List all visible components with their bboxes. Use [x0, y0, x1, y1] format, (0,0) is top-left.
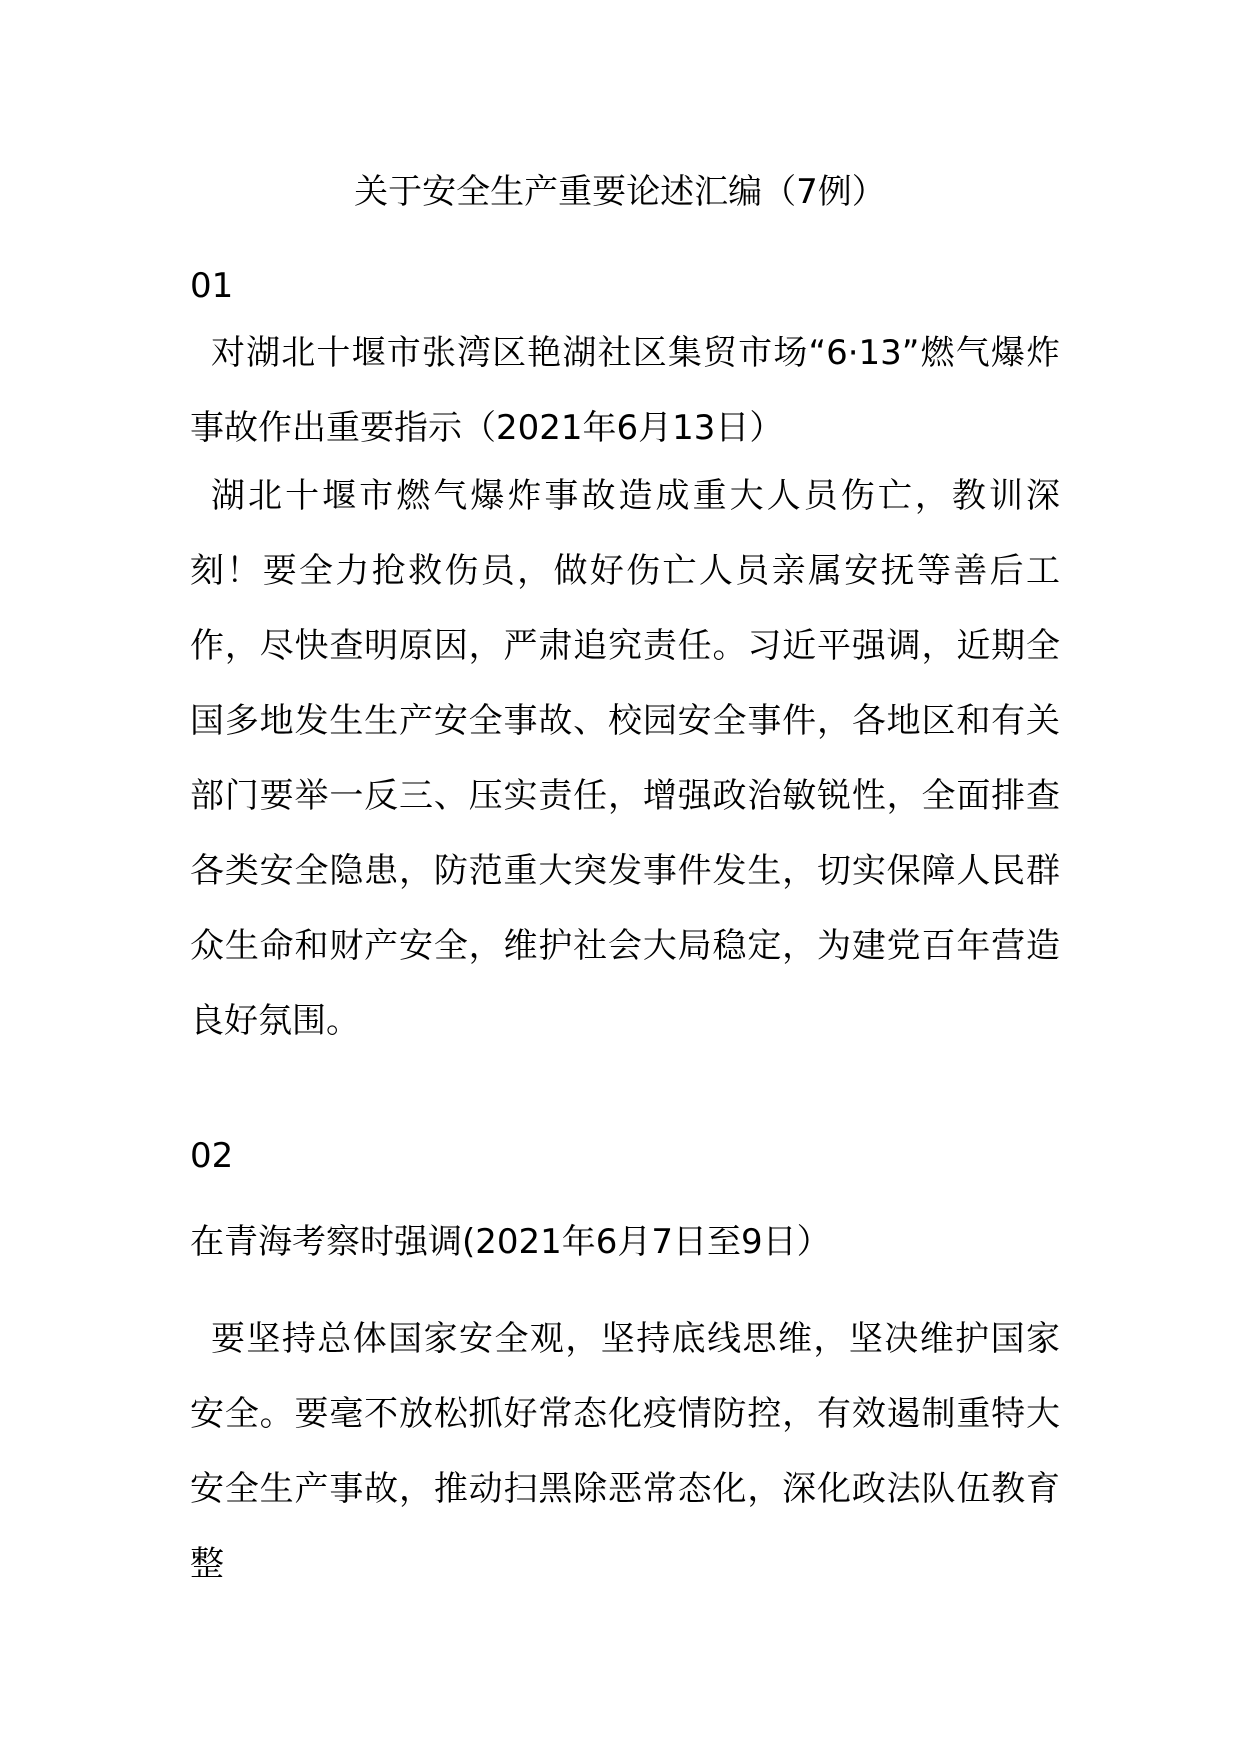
section-number: 01: [190, 266, 234, 306]
section-number: 02: [190, 1136, 234, 1176]
document-title: 关于安全生产重要论述汇编（7例）: [354, 172, 886, 212]
section-body: 湖北十堰市燃气爆炸事故造成重大人员伤亡，教训深刻！要全力抢救伤员，做好伤亡人员亲属安抚等善后工作，尽快查明原因，严肃追究责任。习近平强调，近期全国多地发生生产安全事故、校园安全事件，各地区和有关部门要举一反三、压实责任，增强政治敏锐性，全面排查各类安全隐患，防范重大突发事件发生，切实保障人民群众生命和财产安全，维护社会大局稳定，为建党百年营造良好氛围。: [190, 476, 1060, 1041]
section-heading: 对湖北十堰市张湾区艳湖社区集贸市场“6·13”燃气爆炸事故作出重要指示（2021年6月13日）: [190, 333, 1060, 448]
section-heading: 在青海考察时强调(2021年6月7日至9日）: [190, 1222, 831, 1262]
section-body: 要坚持总体国家安全观，坚持底线思维，坚决维护国家安全。要毫不放松抓好常态化疫情防控，有效遏制重特大安全生产事故，推动扫黑除恶常态化，深化政法队伍教育整: [190, 1319, 1060, 1584]
